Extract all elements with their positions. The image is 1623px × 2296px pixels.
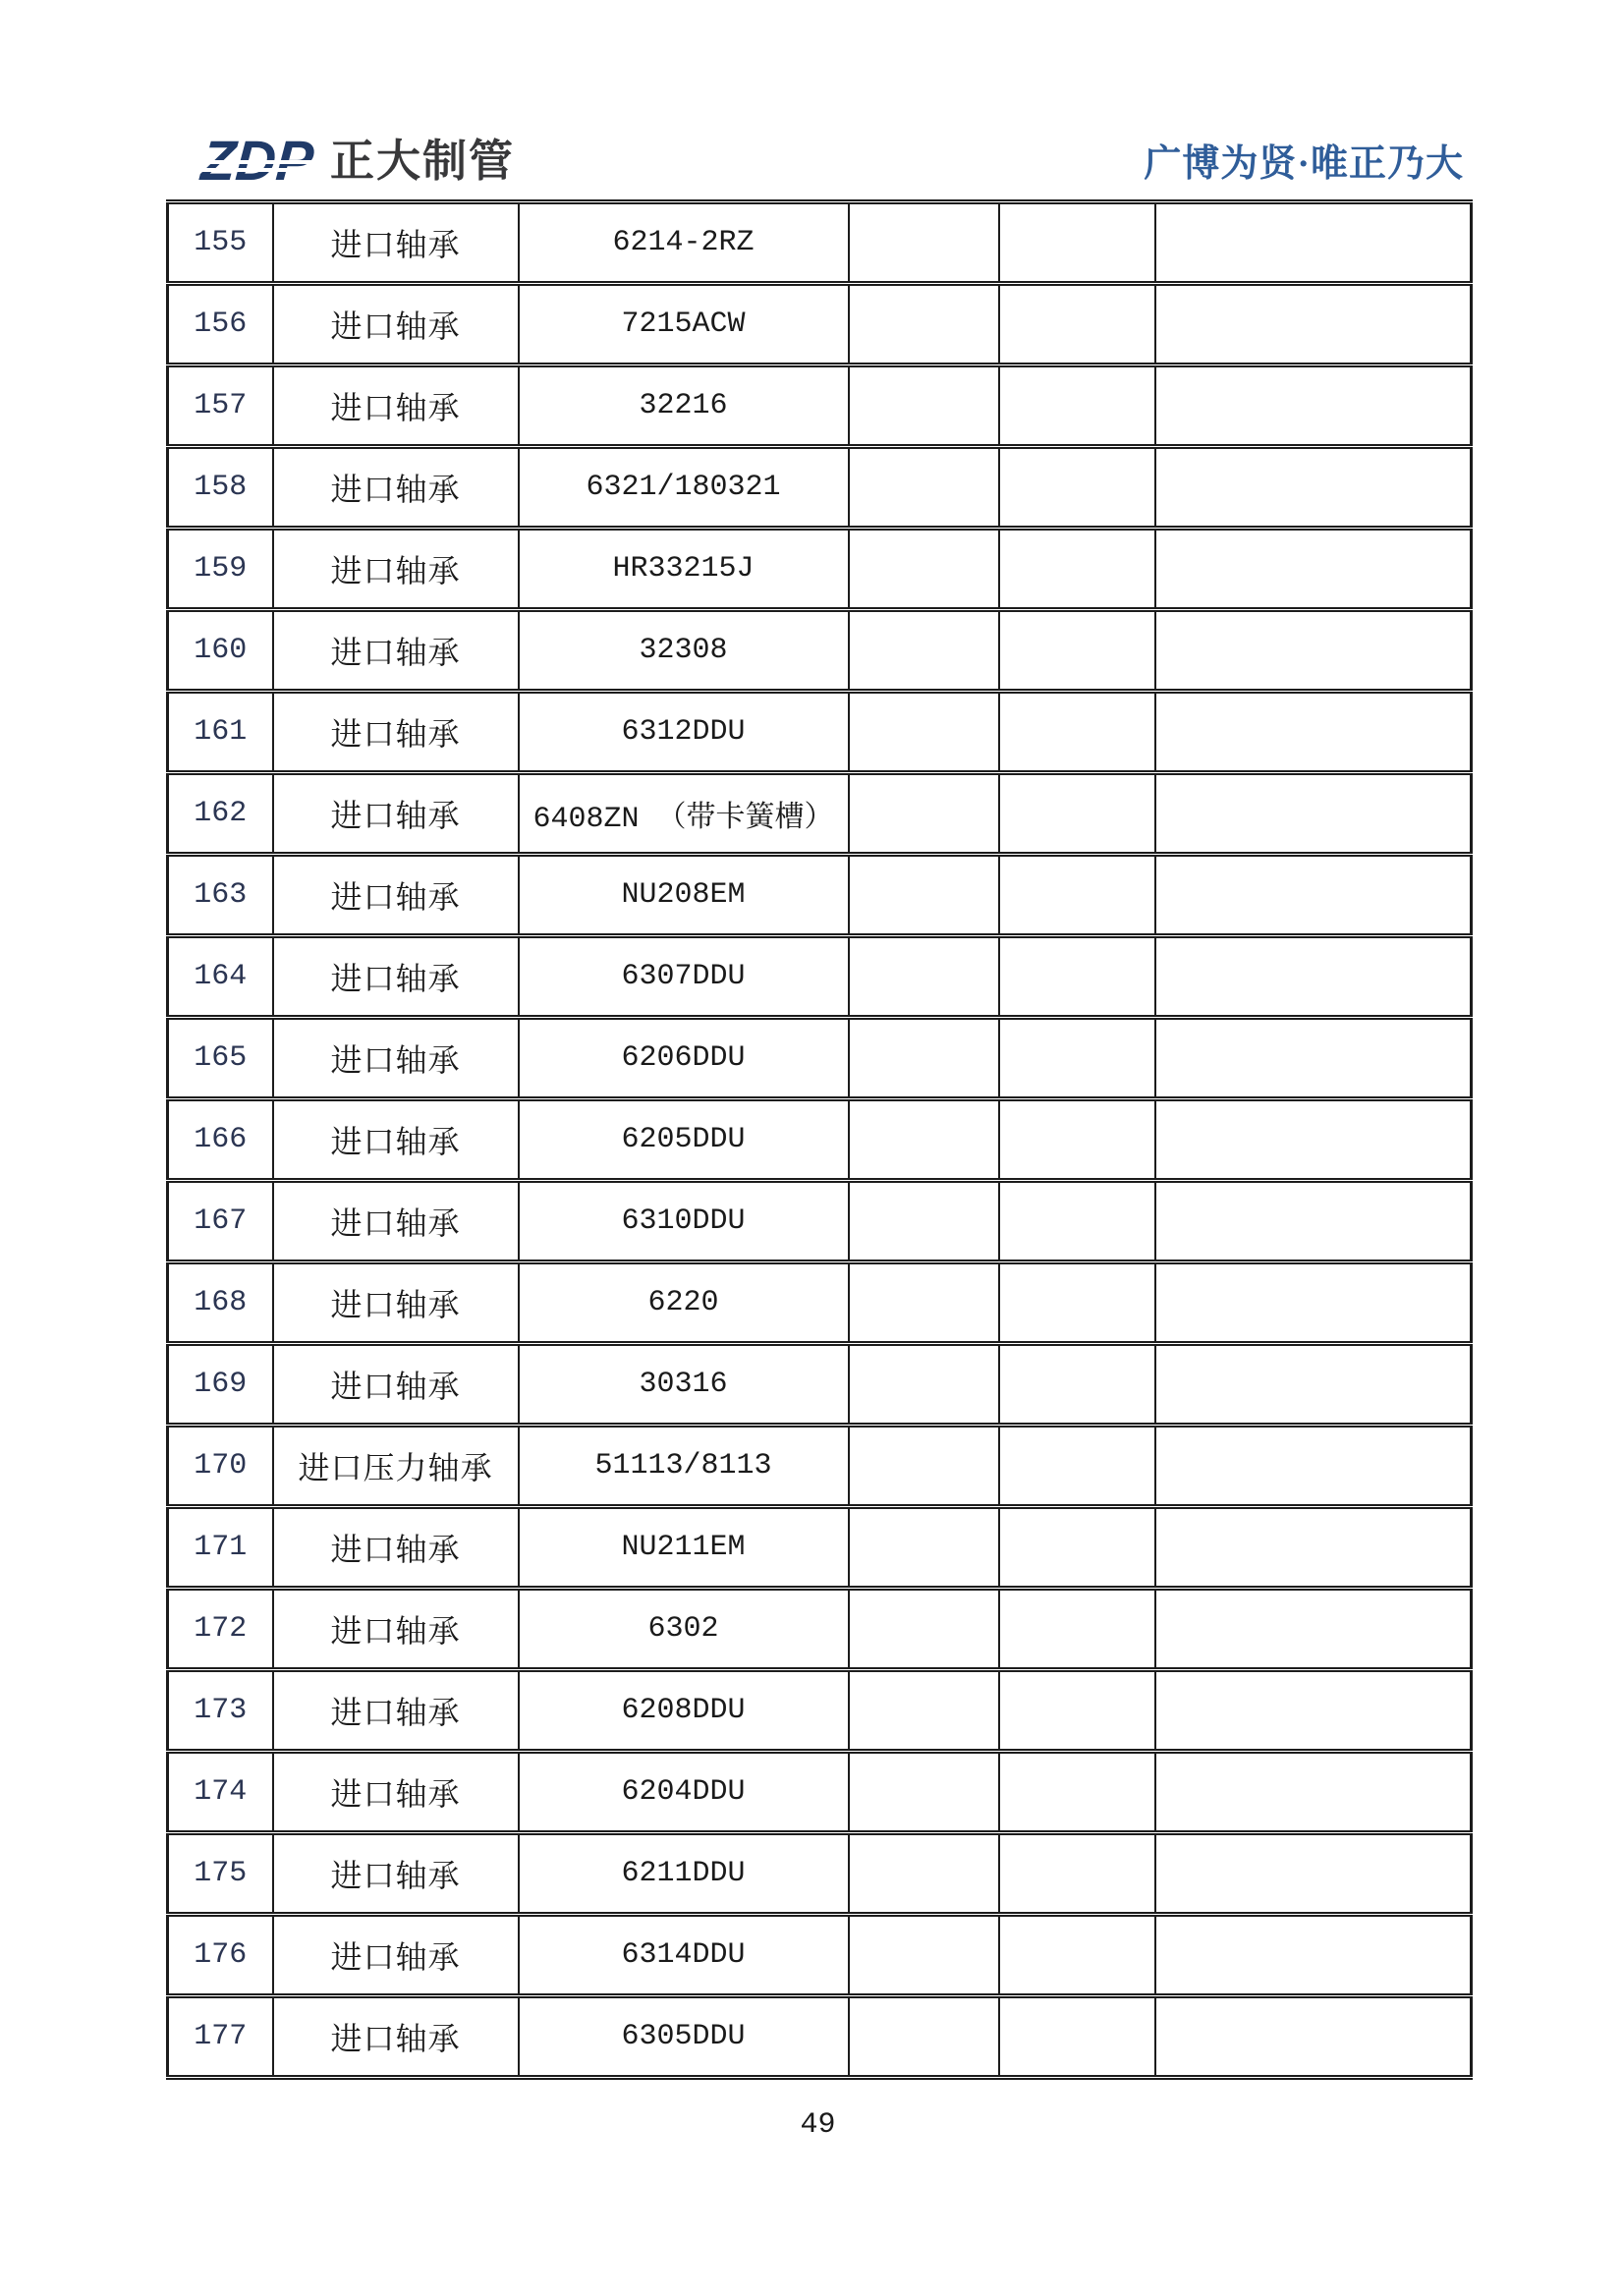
zdp-logo-stripe-icon — [197, 160, 315, 164]
empty-cell — [1155, 1507, 1472, 1589]
row-number-cell: 157 — [168, 365, 273, 447]
empty-cell — [1155, 855, 1472, 936]
table-row — [168, 610, 1472, 692]
table-row — [168, 1670, 1472, 1752]
table-row — [168, 1099, 1472, 1181]
table-row — [168, 773, 1472, 855]
part-model-cell: 6208DDU — [519, 1670, 849, 1752]
empty-cell — [1155, 1018, 1472, 1099]
row-number-cell: 165 — [168, 1018, 273, 1099]
part-name-cell: 进口轴承 — [273, 1996, 519, 2078]
empty-cell — [849, 773, 999, 855]
part-model-cell: 32216 — [519, 365, 849, 447]
empty-cell — [999, 1181, 1155, 1262]
empty-cell — [849, 365, 999, 447]
part-model-cell: 6312DDU — [519, 692, 849, 773]
empty-cell — [849, 1670, 999, 1752]
part-model-cell: 6214-2RZ — [519, 202, 849, 284]
empty-cell — [1155, 1262, 1472, 1344]
page-header-logo — [201, 136, 516, 186]
part-model-cell: 30316 — [519, 1344, 849, 1426]
empty-cell — [1155, 1833, 1472, 1915]
row-number-cell: 164 — [168, 936, 273, 1018]
empty-cell — [1155, 365, 1472, 447]
zdp-logo-mark — [199, 139, 314, 184]
part-name-cell: 进口轴承 — [273, 1262, 519, 1344]
part-name-cell: 进口轴承 — [273, 529, 519, 610]
row-number-cell: 172 — [168, 1589, 273, 1670]
row-number-cell: 167 — [168, 1181, 273, 1262]
table-row — [168, 1426, 1472, 1507]
empty-cell — [849, 936, 999, 1018]
table-row — [168, 1344, 1472, 1426]
empty-cell — [999, 365, 1155, 447]
part-model-cell: 6310DDU — [519, 1181, 849, 1262]
part-name-cell: 进口轴承 — [273, 1752, 519, 1833]
page-number: 49 — [800, 2108, 836, 2142]
empty-cell — [999, 1833, 1155, 1915]
empty-cell — [999, 1099, 1155, 1181]
empty-cell — [999, 202, 1155, 284]
empty-cell — [999, 1262, 1155, 1344]
row-number-cell: 173 — [168, 1670, 273, 1752]
company-slogan: 广博为贤·唯正乃大 — [1144, 143, 1464, 185]
empty-cell — [1155, 936, 1472, 1018]
empty-cell — [999, 692, 1155, 773]
part-model-cell: 6307DDU — [519, 936, 849, 1018]
table-row — [168, 1262, 1472, 1344]
row-number-cell: 176 — [168, 1915, 273, 1996]
empty-cell — [1155, 692, 1472, 773]
empty-cell — [849, 1262, 999, 1344]
table-row — [168, 447, 1472, 529]
empty-cell — [999, 1426, 1155, 1507]
empty-cell — [849, 1344, 999, 1426]
empty-cell — [1155, 773, 1472, 855]
empty-cell — [849, 202, 999, 284]
row-number-cell: 171 — [168, 1507, 273, 1589]
row-number-cell: 163 — [168, 855, 273, 936]
part-model-cell: 6204DDU — [519, 1752, 849, 1833]
table-row — [168, 284, 1472, 365]
table-row — [168, 1181, 1472, 1262]
empty-cell — [1155, 1752, 1472, 1833]
empty-cell — [1155, 202, 1472, 284]
empty-cell — [999, 1018, 1155, 1099]
row-number-cell: 174 — [168, 1752, 273, 1833]
row-number-cell: 155 — [168, 202, 273, 284]
empty-cell — [1155, 447, 1472, 529]
row-number-cell: 162 — [168, 773, 273, 855]
row-number-cell: 160 — [168, 610, 273, 692]
part-name-cell: 进口轴承 — [273, 1507, 519, 1589]
empty-cell — [1155, 1915, 1472, 1996]
table-row — [168, 1507, 1472, 1589]
empty-cell — [849, 1426, 999, 1507]
part-model-cell: 6211DDU — [519, 1833, 849, 1915]
part-name-cell: 进口轴承 — [273, 692, 519, 773]
part-model-cell: 51113/8113 — [519, 1426, 849, 1507]
part-name-cell: 进口轴承 — [273, 855, 519, 936]
empty-cell — [999, 855, 1155, 936]
part-model-cell: 6305DDU — [519, 1996, 849, 2078]
row-number-cell: 156 — [168, 284, 273, 365]
empty-cell — [849, 1507, 999, 1589]
part-model-cell: 6302 — [519, 1589, 849, 1670]
empty-cell — [849, 447, 999, 529]
company-name: 正大制管 — [330, 136, 516, 186]
empty-cell — [1155, 1344, 1472, 1426]
table-row — [168, 936, 1472, 1018]
table-row — [168, 202, 1472, 284]
part-model-cell: 6314DDU — [519, 1915, 849, 1996]
row-number-cell: 175 — [168, 1833, 273, 1915]
empty-cell — [999, 447, 1155, 529]
empty-cell — [999, 1507, 1155, 1589]
part-name-cell: 进口轴承 — [273, 1181, 519, 1262]
row-number-cell: 170 — [168, 1426, 273, 1507]
table-row — [168, 1589, 1472, 1670]
part-model-cell: 6408ZN （带卡簧槽） — [519, 773, 849, 855]
empty-cell — [999, 1915, 1155, 1996]
empty-cell — [1155, 1996, 1472, 2078]
part-name-cell: 进口轴承 — [273, 610, 519, 692]
empty-cell — [849, 1018, 999, 1099]
part-name-cell: 进口轴承 — [273, 365, 519, 447]
row-number-cell: 158 — [168, 447, 273, 529]
row-number-cell: 159 — [168, 529, 273, 610]
empty-cell — [1155, 610, 1472, 692]
empty-cell — [999, 1344, 1155, 1426]
part-name-cell: 进口轴承 — [273, 447, 519, 529]
empty-cell — [1155, 284, 1472, 365]
empty-cell — [849, 610, 999, 692]
part-name-cell: 进口轴承 — [273, 936, 519, 1018]
parts-table — [166, 199, 1473, 2080]
empty-cell — [999, 1670, 1155, 1752]
empty-cell — [849, 1996, 999, 2078]
empty-cell — [999, 284, 1155, 365]
part-name-cell: 进口轴承 — [273, 284, 519, 365]
part-name-cell: 进口压力轴承 — [273, 1426, 519, 1507]
part-model-cell: 32308 — [519, 610, 849, 692]
empty-cell — [999, 1752, 1155, 1833]
row-number-cell: 169 — [168, 1344, 273, 1426]
empty-cell — [999, 936, 1155, 1018]
parts-table-body — [168, 202, 1472, 2078]
empty-cell — [1155, 1181, 1472, 1262]
empty-cell — [849, 1915, 999, 1996]
part-name-cell: 进口轴承 — [273, 202, 519, 284]
part-model-cell: HR33215J — [519, 529, 849, 610]
row-number-cell: 177 — [168, 1996, 273, 2078]
row-number-cell: 168 — [168, 1262, 273, 1344]
part-name-cell: 进口轴承 — [273, 1018, 519, 1099]
table-row — [168, 1752, 1472, 1833]
empty-cell — [849, 284, 999, 365]
empty-cell — [999, 1996, 1155, 2078]
part-model-cell: 6321/180321 — [519, 447, 849, 529]
empty-cell — [1155, 1099, 1472, 1181]
table-row — [168, 1996, 1472, 2078]
empty-cell — [849, 529, 999, 610]
empty-cell — [849, 1099, 999, 1181]
empty-cell — [1155, 1589, 1472, 1670]
empty-cell — [999, 610, 1155, 692]
empty-cell — [999, 773, 1155, 855]
table-row — [168, 1018, 1472, 1099]
empty-cell — [999, 1589, 1155, 1670]
empty-cell — [1155, 1670, 1472, 1752]
empty-cell — [849, 1833, 999, 1915]
table-row — [168, 692, 1472, 773]
empty-cell — [999, 529, 1155, 610]
empty-cell — [849, 1181, 999, 1262]
part-model-cell: 6220 — [519, 1262, 849, 1344]
part-model-cell: 6205DDU — [519, 1099, 849, 1181]
part-model-cell: 6206DDU — [519, 1018, 849, 1099]
empty-cell — [849, 1752, 999, 1833]
table-row — [168, 855, 1472, 936]
part-name-cell: 进口轴承 — [273, 1344, 519, 1426]
empty-cell — [1155, 529, 1472, 610]
part-model-cell: 7215ACW — [519, 284, 849, 365]
empty-cell — [849, 855, 999, 936]
table-row — [168, 1915, 1472, 1996]
part-name-cell: 进口轴承 — [273, 1833, 519, 1915]
part-name-cell: 进口轴承 — [273, 1915, 519, 1996]
empty-cell — [1155, 1426, 1472, 1507]
table-row — [168, 529, 1472, 610]
empty-cell — [849, 1589, 999, 1670]
row-number-cell: 166 — [168, 1099, 273, 1181]
part-model-cell: NU211EM — [519, 1507, 849, 1589]
part-name-cell: 进口轴承 — [273, 1670, 519, 1752]
row-number-cell: 161 — [168, 692, 273, 773]
empty-cell — [849, 692, 999, 773]
table-row — [168, 1833, 1472, 1915]
part-name-cell: 进口轴承 — [273, 1589, 519, 1670]
part-name-cell: 进口轴承 — [273, 1099, 519, 1181]
zdp-logo-stripe-icon — [196, 168, 314, 172]
part-model-cell: NU208EM — [519, 855, 849, 936]
table-row — [168, 365, 1472, 447]
part-name-cell: 进口轴承 — [273, 773, 519, 855]
